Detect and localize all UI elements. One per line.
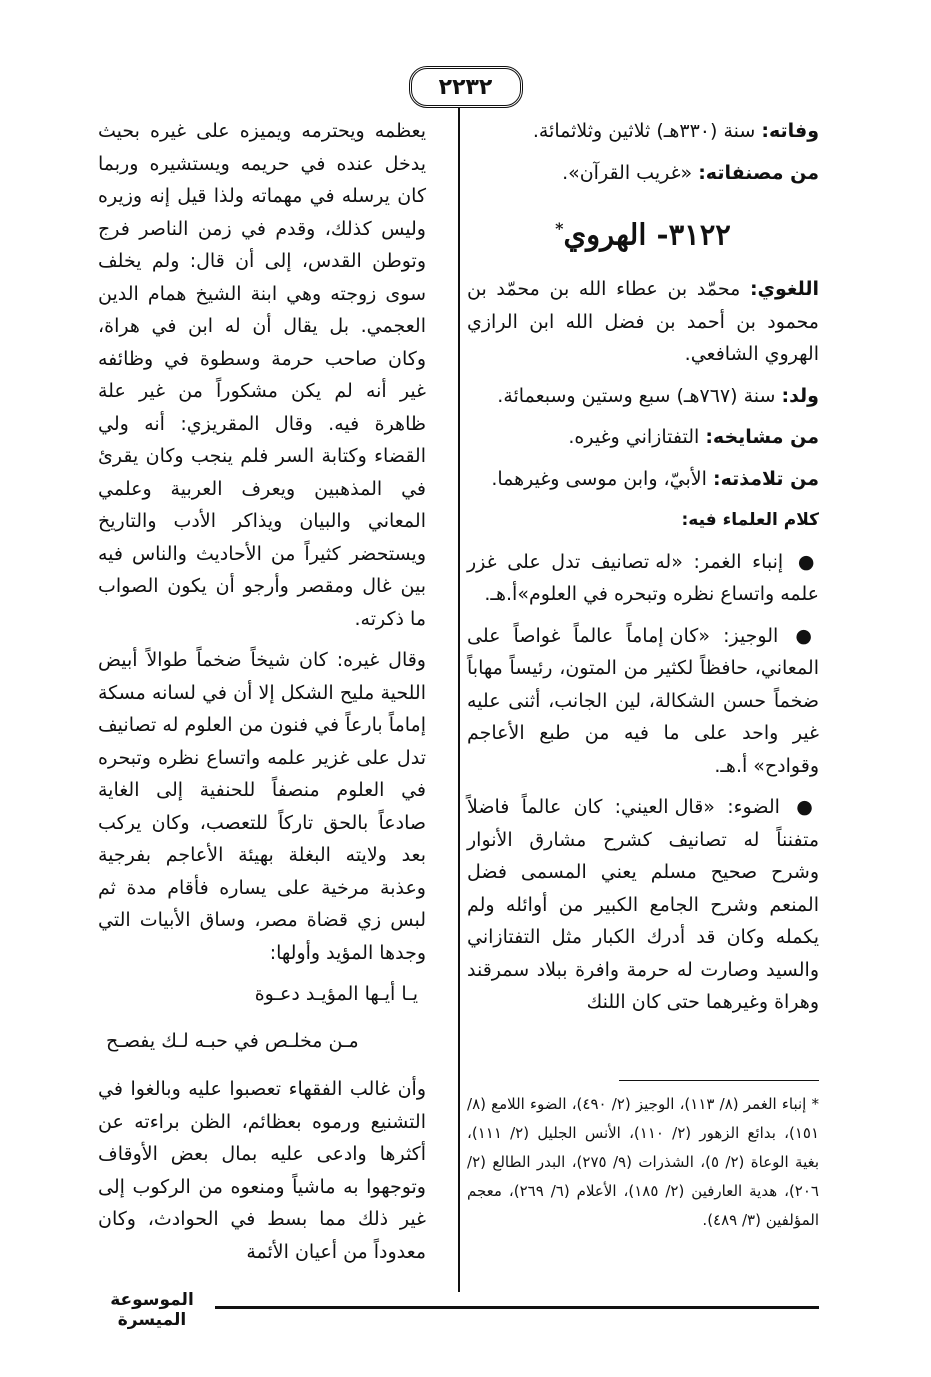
quote-1-source: إنباء الغمر:: [693, 550, 784, 573]
teachers-label: من مشايخه:: [705, 426, 819, 449]
quote-2-source: الوجيز:: [723, 624, 779, 647]
students-text: الأبيّ، وابن موسى وغيرهما.: [491, 467, 707, 490]
teachers-line: [467, 421, 819, 454]
scholars-heading: كلام العلماء فيه:: [681, 510, 819, 531]
death-text: سنة (٣٣٠هـ) ثلاثين وثلاثمائة.: [532, 120, 756, 142]
verse-line-2: مـن مخلـص في حبـه لـك يفصـح: [106, 1029, 359, 1052]
birth-text: سنة (٧٦٧هـ) سبع وستين وسبعمائة.: [497, 384, 776, 407]
works-line: [467, 157, 819, 190]
left-para-1: يعظمه ويحترمه ويميزه على غيره بحيث يدخل عنده في حريمه ويستشيره وربما كان يرسله في مهماته ولذا قيل إنه وزيره وليس كذلك، وقدم في زمن الناصر فرج وتوطن القدس، إلى أن قال: ولم يخلف سوى زوجته وهي ابنة الشيخ همام الدين العجمي. بل يقال أن له ابن في هراة، وكان صاحب حرمة وسطوة في وظائفه غير أنه لم يكن مشكوراً من غير علة ظاهرة فيه. وقال المقريزي: أنه ولي القضاء وكتابة السر فلم ينجب وكان يقرئ في المذهبين ويعرف العربية وعلمي المعاني والبيان ويذاكر الأدب والتاريخ ويستحضر كثيراً من الأحاديث والناس فيه بين غال ومقصر وأرجو أن يكون الصواب ما ذكرته.: [98, 120, 426, 630]
quote-3-text: «قال العيني: كان عالماً فاضلاً متفنناً له تصانيف كشرح مشارق الأنوار وشرح صحيح مسلم يعني المسمى فضل المنعم وشرح الجامع الكبير من أوائله ولم يكمله وكان قد أدرك الكبار مثل التفتازاني والسيد وصارت له حرمة وافرة ببلاد سمرقند وهراة وغيرهما حتى كان اللنك: [467, 796, 819, 1014]
poem-verse: [98, 978, 426, 1057]
footer-book-title: الموسوعة الميسرة: [110, 1290, 194, 1330]
teachers-text: التفتازاني وغيره.: [568, 426, 700, 449]
entry-title-text: ٣١٢٢- الهروي: [563, 217, 731, 252]
footnotes: * إنباء الغمر (٨/ ١١٣)، الوجيز (٢/ ٤٩٠)، الضوء اللامع (٨/ ١٥١)، بدائع الزهور (٢/ ١١٠)، الأنس الجليل (٢/ ١١١)، بغية الوعاة (٢/ ٥)، الشذرات (٩/ ٢٧٥)، البدر الطالع (٢/ ٢٠٦)، هدية العارفين (٢/ ١٨٥)، الأعلام (٦/ ٢٦٩)، معجم المؤلفين (٣/ ٤٨٩).: [467, 1095, 820, 1229]
bullet-icon: ●: [797, 550, 819, 573]
birth-line: [467, 380, 819, 413]
quote-3: [467, 791, 819, 1019]
right-column: [467, 115, 819, 1028]
lexical-line: [467, 273, 819, 371]
quote-2: [467, 620, 819, 783]
page-number: ٢٢٣٢: [409, 66, 523, 108]
left-para-2: وقال غيره: كان شيخاً ضخماً طوالاً أبيض اللحية مليح الشكل إلا أن في لسانه مسكة إماماً بارعاً في فنون من العلوم له تصانيف تدل على غزير علمه واتساع نظره وتبحره في العلوم منصفاً للحنفية إلى الغاية صادعاً بالحق تاركاً للتعصب، وكان يركب بعد ولايته البغلة بهيئة الأعاجم بفرجية وعذبة مرخية على يساره فأقام مدة ثم لبس زي قضاة مصر، وساق الأبيات التي وجدها المؤيد وأولها:: [98, 649, 426, 964]
lexical-label: اللغوي:: [749, 278, 819, 301]
entry-marker: *: [555, 219, 564, 238]
verse-line-1: يـا أيـها المؤيـد دعـوة: [254, 983, 418, 1005]
footer-rule: [215, 1306, 819, 1309]
entry-title: [467, 213, 819, 251]
bullet-icon: ●: [796, 796, 819, 819]
students-line: [467, 463, 819, 496]
death-label: وفاته:: [761, 120, 819, 142]
quote-1: [467, 546, 819, 611]
students-label: من تلامذته:: [712, 467, 819, 490]
birth-label: ولد:: [781, 384, 819, 407]
column-divider: [458, 92, 460, 1292]
bullet-icon: ●: [795, 624, 819, 647]
quote-1-text: «له تصانيف تدل على غزر علمه واتساع نظره وتبحره في العلوم»أ.هـ.: [467, 550, 819, 606]
left-column: [98, 115, 426, 1277]
works-label: من مصنفاته:: [698, 161, 819, 184]
quote-2-text: «كان إماماً عالماً غواصاً على المعاني، حافظاً لكثير من المتون، رئيساً مهاباً ضخماً حسن الشكالة، لين الجانب، أثنى عليه غير واحد على ما فيه من طبع الأعاجم وقوادح» أ.هـ.: [467, 624, 819, 777]
left-para-3: وأن غالب الفقهاء تعصبوا عليه وبالغوا في التشنيع ورموه بعظائم، الظن براءته عن أكثرها وادعى عليه بمال بعض الأوقاف وتوجهوا به ماشياً ومنعوه من الركوب إلى غير ذلك مما بسط في الحوادث، وكان معدوداً من أعيان الأئمة: [98, 1078, 426, 1263]
lexical-text: محمّد بن عطاء الله بن محمّد بن محمود بن أحمد بن فضل الله ابن الرازي الهروي الشافعي.: [467, 278, 819, 366]
footnote-rule: [619, 1080, 819, 1081]
works-text: «غريب القرآن».: [562, 161, 693, 184]
quote-3-source: الضوء:: [727, 796, 780, 819]
death-line: [467, 115, 819, 148]
